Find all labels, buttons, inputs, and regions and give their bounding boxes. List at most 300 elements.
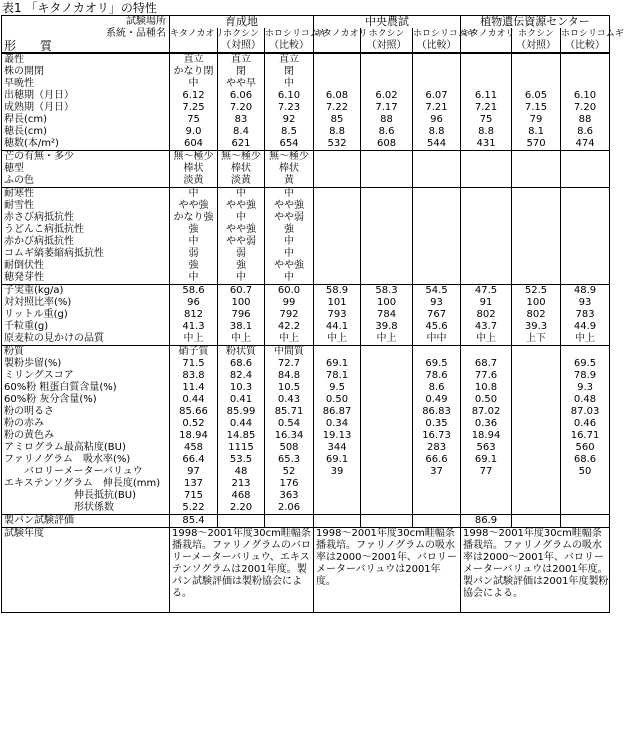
table-cell: 6.10 — [561, 90, 610, 102]
trait-name: 千粒重(g) — [2, 321, 170, 333]
table-cell: 608 — [361, 138, 413, 151]
table-cell: 42.2 — [265, 321, 314, 333]
table-cell — [512, 236, 561, 248]
table-cell — [361, 272, 413, 285]
table-cell — [561, 53, 610, 66]
table-cell: 78.9 — [561, 370, 610, 382]
table-cell: 中上 — [265, 333, 314, 346]
table-row — [2, 490, 610, 502]
cultivar-note: （比較） — [561, 40, 610, 53]
trait-name: 耐寒性 — [2, 188, 170, 201]
table-cell — [561, 490, 610, 502]
table-cell — [512, 358, 561, 370]
table-cell — [461, 151, 512, 164]
table-cell: やや強 — [170, 200, 218, 212]
table-cell — [512, 454, 561, 466]
trait-name: 穂長(cm) — [2, 126, 170, 138]
table-cell — [218, 515, 265, 528]
table-row — [2, 502, 610, 515]
cultivar-note: （対照） — [218, 40, 265, 53]
table-cell: 78.6 — [413, 370, 461, 382]
trait-name: ファリノグラム 吸水率(%) — [2, 454, 170, 466]
table-cell — [461, 478, 512, 490]
table-cell: 43.7 — [461, 321, 512, 333]
table-title: 表1 「キタノカオリ」の特性 — [2, 1, 157, 15]
table-cell: 中 — [265, 248, 314, 260]
trait-name: 60%粉 灰分含量(%) — [2, 394, 170, 406]
table-cell: 8.6 — [413, 382, 461, 394]
table-cell: 86.87 — [314, 406, 361, 418]
table-cell: 86.83 — [413, 406, 461, 418]
table-cell — [561, 188, 610, 201]
table-cell — [561, 200, 610, 212]
trait-name: リットル重(g) — [2, 309, 170, 321]
trait-name: バロリーメーターバリュウ — [2, 466, 170, 478]
table-row — [2, 224, 610, 236]
table-cell: 85.4 — [170, 515, 218, 528]
table-cell: 560 — [561, 442, 610, 454]
table-cell — [512, 175, 561, 188]
table-cell: やや弱 — [265, 212, 314, 224]
table-cell: 中中 — [413, 333, 461, 346]
trait-name: 赤かび病抵抗性 — [2, 236, 170, 248]
table-cell — [512, 151, 561, 164]
table-cell: 8.6 — [561, 126, 610, 138]
trait-name: コムギ縞萎縮病抵抗性 — [2, 248, 170, 260]
table-cell — [361, 260, 413, 272]
table-cell: 77 — [461, 466, 512, 478]
table-row — [2, 188, 610, 201]
test-year-note: 1998～2001年度30cm畦幅条播栽培。ファリノグラムの吸水率は2000～2001年、バロリーメーターバリュウは2001年度。 — [314, 528, 461, 613]
cultivar-name: ホロシリコムギ — [561, 29, 624, 39]
table-cell: 41.3 — [170, 321, 218, 333]
trait-name: 伸長抵抗(BU) — [2, 490, 170, 502]
test-year-note: 1998～2001年度30cm畦幅条播栽培。ファリノグラムの吸水率は2000～2001年、バロリーメーターバリュウは2001年度。製パン試験評価は2001年度製粉協会による。 — [461, 528, 610, 613]
table-cell — [461, 66, 512, 78]
table-cell: 68.6 — [218, 358, 265, 370]
table-cell: 11.4 — [170, 382, 218, 394]
table-cell: 閉 — [218, 66, 265, 78]
table-cell: 0.46 — [561, 418, 610, 430]
table-cell — [512, 382, 561, 394]
table-cell: 強 — [265, 224, 314, 236]
trait-name: 子実重(kg/a) — [2, 285, 170, 298]
table-cell: 0.36 — [461, 418, 512, 430]
table-cell: 無～極少 — [170, 151, 218, 164]
table-cell — [314, 151, 361, 164]
trait-name: 穂型 — [2, 163, 170, 175]
table-cell — [512, 394, 561, 406]
test-year-label: 試験年度 — [2, 528, 170, 613]
table-row — [2, 394, 610, 406]
table-cell — [413, 224, 461, 236]
table-cell: 直立 — [170, 53, 218, 66]
table-cell — [361, 515, 413, 528]
table-cell: 7.15 — [512, 102, 561, 114]
table-cell — [512, 248, 561, 260]
table-row — [2, 163, 610, 175]
table-cell: 96 — [170, 297, 218, 309]
table-cell: 中上 — [561, 333, 610, 346]
site-name: 植物遺伝資源センター — [461, 16, 610, 29]
table-cell: 7.23 — [265, 102, 314, 114]
trait-name: 芒の有無・多少 — [2, 151, 170, 164]
table-cell: 0.34 — [314, 418, 361, 430]
table-row — [2, 248, 610, 260]
table-cell — [512, 212, 561, 224]
table-cell — [461, 490, 512, 502]
trait-name: 60%粉 粗蛋白質含量(%) — [2, 382, 170, 394]
table-cell — [361, 53, 413, 66]
table-row — [2, 272, 610, 285]
cultivar-note: （対照） — [512, 40, 561, 53]
table-cell: 0.50 — [461, 394, 512, 406]
table-cell — [361, 358, 413, 370]
table-cell — [413, 188, 461, 201]
table-cell — [561, 236, 610, 248]
table-cell: 中上 — [218, 333, 265, 346]
table-cell — [314, 78, 361, 90]
table-cell: 硝子質 — [170, 346, 218, 359]
table-cell: 66.6 — [413, 454, 461, 466]
table-cell: 0.49 — [413, 394, 461, 406]
table-cell: 85 — [314, 114, 361, 126]
table-cell — [265, 515, 314, 528]
table-cell: 6.12 — [170, 90, 218, 102]
table-cell — [314, 515, 361, 528]
table-cell — [561, 272, 610, 285]
table-cell: 508 — [265, 442, 314, 454]
table-cell — [314, 346, 361, 359]
table-cell: 中 — [218, 188, 265, 201]
trait-name: 粉質 — [2, 346, 170, 359]
table-cell: 78.1 — [314, 370, 361, 382]
table-cell — [361, 418, 413, 430]
table-row — [2, 442, 610, 454]
table-cell: 58.9 — [314, 285, 361, 298]
table-cell — [361, 502, 413, 515]
table-cell: 淡黄 — [170, 175, 218, 188]
trait-name: 耐倒伏性 — [2, 260, 170, 272]
table-cell: 7.25 — [170, 102, 218, 114]
table-row — [2, 236, 610, 248]
trait-name: ミリングスコア — [2, 370, 170, 382]
table-cell — [413, 212, 461, 224]
table-cell — [361, 224, 413, 236]
table-cell — [361, 466, 413, 478]
table-cell — [561, 515, 610, 528]
table-cell: 弱 — [218, 248, 265, 260]
table-cell: 中 — [265, 188, 314, 201]
table-row — [2, 285, 610, 298]
table-cell: 792 — [265, 309, 314, 321]
table-cell: やや早 — [218, 78, 265, 90]
table-cell — [512, 53, 561, 66]
table-cell: 棒状 — [170, 163, 218, 175]
table-cell — [361, 66, 413, 78]
table-cell: 0.35 — [413, 418, 461, 430]
table-cell — [461, 212, 512, 224]
table-cell — [413, 151, 461, 164]
table-cell — [461, 175, 512, 188]
cultivar-note: （比較） — [413, 40, 461, 53]
table-cell: 784 — [361, 309, 413, 321]
table-cell — [461, 502, 512, 515]
table-cell — [314, 260, 361, 272]
trait-name: 稈長(cm) — [2, 114, 170, 126]
table-cell: 黄 — [265, 175, 314, 188]
table-row — [2, 90, 610, 102]
table-cell: 0.44 — [170, 394, 218, 406]
table-cell: 0.43 — [265, 394, 314, 406]
table-cell: 54.5 — [413, 285, 461, 298]
cultivar-note: （対照） — [361, 40, 413, 53]
table-row — [2, 346, 610, 359]
table-cell — [512, 442, 561, 454]
cultivar-label: 系統・品種名 — [2, 28, 170, 40]
table-row — [2, 151, 610, 164]
table-cell: 16.34 — [265, 430, 314, 442]
table-cell: かなり強 — [170, 212, 218, 224]
table-cell — [361, 212, 413, 224]
table-row — [2, 478, 610, 490]
table-cell — [561, 78, 610, 90]
trait-name: 対対照比率(%) — [2, 297, 170, 309]
table-cell: 71.5 — [170, 358, 218, 370]
table-cell — [361, 200, 413, 212]
table-cell: 66.4 — [170, 454, 218, 466]
table-cell: 99 — [265, 297, 314, 309]
table-cell: 14.85 — [218, 430, 265, 442]
table-cell: 344 — [314, 442, 361, 454]
table-cell: 8.4 — [218, 126, 265, 138]
table-cell: 176 — [265, 478, 314, 490]
table-cell — [314, 66, 361, 78]
table-cell — [512, 502, 561, 515]
table-cell: 44.9 — [561, 321, 610, 333]
table-row — [2, 297, 610, 309]
table-cell — [561, 175, 610, 188]
table-cell: 69.1 — [314, 358, 361, 370]
table-cell: 中間質 — [265, 346, 314, 359]
table-cell: 793 — [314, 309, 361, 321]
table-cell: 棒状 — [265, 163, 314, 175]
table-cell: 2.20 — [218, 502, 265, 515]
table-cell: 87.03 — [561, 406, 610, 418]
table-cell — [361, 406, 413, 418]
table-cell: 60.0 — [265, 285, 314, 298]
cultivar-note: （比較） — [265, 40, 314, 53]
test-year-row — [2, 528, 610, 613]
cultivar-name: キタノカオリ — [461, 29, 515, 39]
table-cell — [512, 478, 561, 490]
table-cell: 8.8 — [461, 126, 512, 138]
table-cell: 18.94 — [461, 430, 512, 442]
table-row — [2, 78, 610, 90]
table-row — [2, 466, 610, 478]
table-row — [2, 175, 610, 188]
table-row — [2, 114, 610, 126]
table-cell: 18.94 — [170, 430, 218, 442]
table-cell: 458 — [170, 442, 218, 454]
table-cell — [461, 236, 512, 248]
table-cell: 中上 — [361, 333, 413, 346]
table-cell — [314, 163, 361, 175]
table-cell: 0.50 — [314, 394, 361, 406]
table-cell: 中 — [218, 212, 265, 224]
trait-name: ふの色 — [2, 175, 170, 188]
table-cell — [413, 66, 461, 78]
table-cell: 283 — [413, 442, 461, 454]
table-cell: 52.5 — [512, 285, 561, 298]
table-cell: やや強 — [218, 224, 265, 236]
trait-name: 耐雪性 — [2, 200, 170, 212]
table-cell — [561, 478, 610, 490]
table-cell — [461, 200, 512, 212]
table-cell: 1115 — [218, 442, 265, 454]
table-cell: 6.06 — [218, 90, 265, 102]
table-cell: 中 — [170, 188, 218, 201]
table-cell: 532 — [314, 138, 361, 151]
table-cell — [461, 53, 512, 66]
table-cell: 60.7 — [218, 285, 265, 298]
trait-name: 原麦粒の見かけの品質 — [2, 333, 170, 346]
table-cell: 69.1 — [314, 454, 361, 466]
table-cell: 10.3 — [218, 382, 265, 394]
cultivar-name: ホロシリコムギ — [413, 29, 476, 39]
table-cell — [413, 260, 461, 272]
trait-name: 早晩性 — [2, 78, 170, 90]
table-cell: 16.71 — [561, 430, 610, 442]
table-cell — [361, 346, 413, 359]
table-cell: 強 — [218, 260, 265, 272]
table-cell: 45.6 — [413, 321, 461, 333]
table-cell — [413, 346, 461, 359]
table-cell: 715 — [170, 490, 218, 502]
table-cell — [413, 78, 461, 90]
table-cell — [361, 430, 413, 442]
table-cell: 7.20 — [218, 102, 265, 114]
table-cell: 中 — [265, 272, 314, 285]
table-cell: かなり閉 — [170, 66, 218, 78]
table-cell: 69.5 — [413, 358, 461, 370]
table-cell: 88 — [561, 114, 610, 126]
table-cell: 48 — [218, 466, 265, 478]
table-cell: 0.48 — [561, 394, 610, 406]
table-cell: 363 — [265, 490, 314, 502]
site-name: 育成地 — [170, 16, 314, 29]
table-cell: 9.0 — [170, 126, 218, 138]
table-cell: 中 — [170, 236, 218, 248]
table-cell — [561, 248, 610, 260]
table-cell: 8.6 — [361, 126, 413, 138]
trait-label: 形 質 — [2, 40, 170, 53]
table-cell — [361, 382, 413, 394]
table-cell: 6.08 — [314, 90, 361, 102]
table-cell: 77.6 — [461, 370, 512, 382]
table-cell: 6.05 — [512, 90, 561, 102]
table-row — [2, 138, 610, 151]
table-cell: 50 — [561, 466, 610, 478]
table-cell — [361, 454, 413, 466]
header-sites-row — [2, 16, 610, 29]
table-cell: 8.5 — [265, 126, 314, 138]
trait-name: うどんこ病抵抗性 — [2, 224, 170, 236]
table-row — [2, 382, 610, 394]
table-cell: 812 — [170, 309, 218, 321]
table-cell: 8.8 — [314, 126, 361, 138]
table-cell: 8.8 — [413, 126, 461, 138]
table-cell: 563 — [461, 442, 512, 454]
table-cell: 中上 — [461, 333, 512, 346]
cultivar-name: ホクシン — [361, 28, 413, 40]
table-cell — [512, 272, 561, 285]
cultivar-name: キタノカオリ — [314, 29, 368, 39]
table-cell: 100 — [361, 297, 413, 309]
table-cell — [461, 260, 512, 272]
table-cell — [361, 490, 413, 502]
table-cell — [413, 515, 461, 528]
table-row — [2, 309, 610, 321]
table-cell — [314, 212, 361, 224]
table-cell: 2.06 — [265, 502, 314, 515]
table-cell: 38.1 — [218, 321, 265, 333]
table-cell: 10.5 — [265, 382, 314, 394]
table-cell: 213 — [218, 478, 265, 490]
table-cell: 84.8 — [265, 370, 314, 382]
table-cell: 閉 — [265, 66, 314, 78]
table-cell: 53.5 — [218, 454, 265, 466]
table-cell: 85.66 — [170, 406, 218, 418]
table-cell: やや強 — [265, 200, 314, 212]
table-cell: 83.8 — [170, 370, 218, 382]
trait-name: エキステンソグラム 伸長度(mm) — [2, 478, 170, 490]
table-cell: 75 — [461, 114, 512, 126]
table-cell — [512, 188, 561, 201]
table-cell — [314, 490, 361, 502]
table-cell: 弱 — [170, 248, 218, 260]
table-cell — [512, 370, 561, 382]
table-cell: 中上 — [170, 333, 218, 346]
table-cell — [561, 346, 610, 359]
trait-name: 粉の黄色み — [2, 430, 170, 442]
table-cell — [314, 224, 361, 236]
cultivar-name: ホロシリコムギ — [265, 29, 328, 39]
table-cell — [314, 200, 361, 212]
table-cell: 72.7 — [265, 358, 314, 370]
table-cell: 無～極少 — [265, 151, 314, 164]
table-cell: 7.21 — [461, 102, 512, 114]
table-row — [2, 200, 610, 212]
table-cell: 88 — [361, 114, 413, 126]
table-cell: 7.17 — [361, 102, 413, 114]
trait-name: 赤さび病抵抗性 — [2, 212, 170, 224]
table-cell — [314, 272, 361, 285]
table-cell — [461, 163, 512, 175]
table-cell: 6.10 — [265, 90, 314, 102]
table-cell: 8.1 — [512, 126, 561, 138]
table-cell — [512, 346, 561, 359]
table-cell: 9.5 — [314, 382, 361, 394]
table-cell: 中 — [170, 78, 218, 90]
table-cell — [461, 188, 512, 201]
table-cell: 6.02 — [361, 90, 413, 102]
table-cell: 79 — [512, 114, 561, 126]
table-cell: 直立 — [218, 53, 265, 66]
table-cell: 6.07 — [413, 90, 461, 102]
table-row — [2, 358, 610, 370]
table-row — [2, 102, 610, 114]
